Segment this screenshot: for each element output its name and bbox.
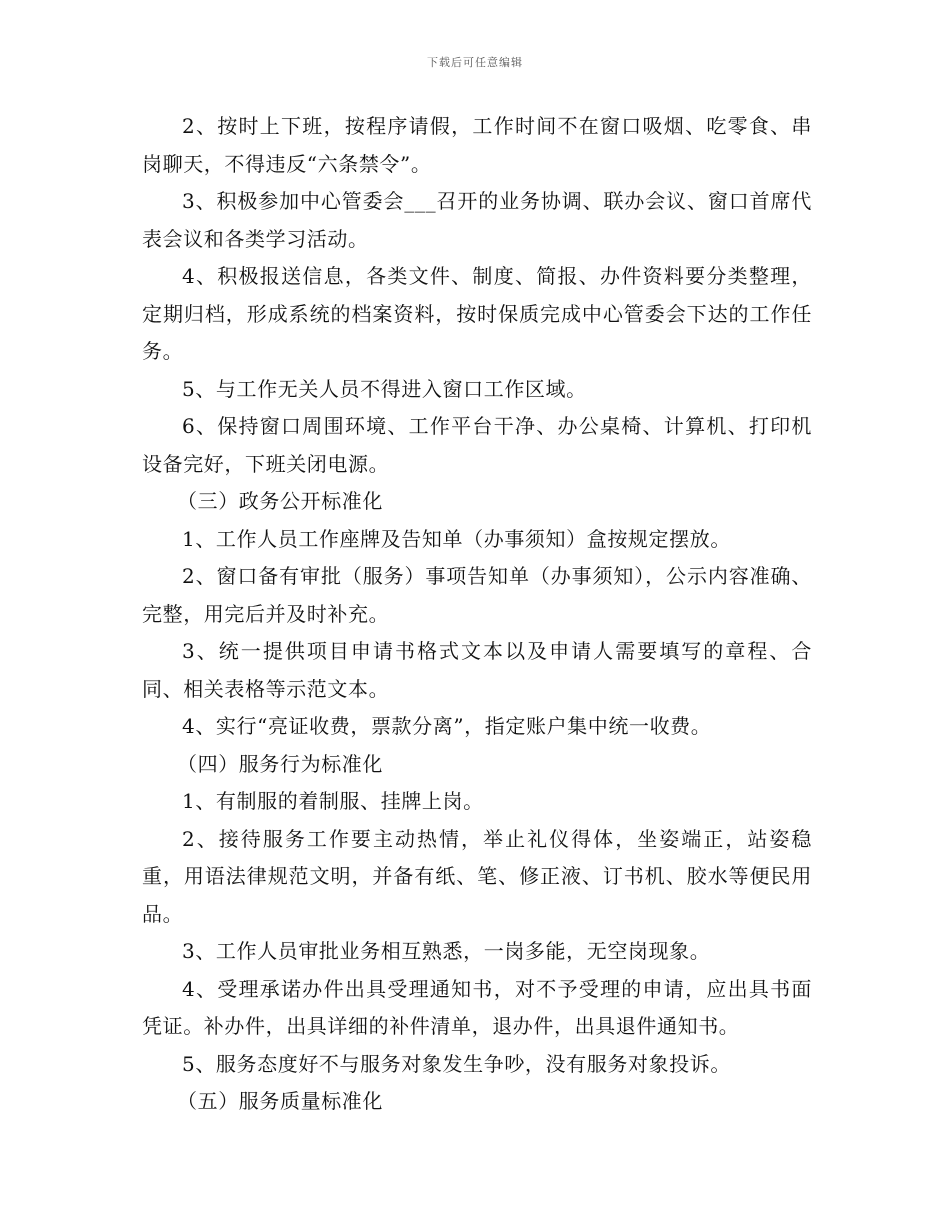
section-heading-3: （三）政务公开标准化 bbox=[177, 489, 383, 513]
paragraph-disclosure-4: 4、实行“亮证收费，票款分离”，指定账户集中统一收费。 bbox=[182, 714, 712, 738]
paragraph-disclosure-3: 3、统一提供项目申请书格式文本以及申请人需要填写的章程、合同、相关表格等示范文本。 bbox=[142, 639, 812, 701]
section-heading-5: （五）服务质量标准化 bbox=[177, 1089, 383, 1113]
section-heading-4: （四）服务行为标准化 bbox=[177, 751, 383, 776]
paragraph-rule-4: 4、积极报送信息，各类文件、制度、简报、办件资料要分类整理，定期归档，形成系统的档案资料，按时保质完成中心管委会下达的工作任务。 bbox=[142, 264, 812, 363]
paragraph-disclosure-2: 2、窗口备有审批（服务）事项告知单（办事须知），公示内容准确、完整，用完后并及时补充。 bbox=[142, 564, 812, 626]
paragraph-rule-2: 2、按时上下班，按程序请假，工作时间不在窗口吸烟、吃零食、串岗聊天，不得违反“六条禁令”。 bbox=[142, 114, 812, 176]
paragraph-conduct-1: 1、有制服的着制服、挂牌上岗。 bbox=[182, 789, 484, 813]
paragraph-conduct-4: 4、受理承诺办件出具受理通知书，对不予受理的申请，应出具书面凭证。补办件，出具详细的补件清单，退办件，出具退件通知书。 bbox=[142, 976, 812, 1038]
document-body bbox=[142, 108, 812, 1121]
paragraph-disclosure-1: 1、工作人员工作座牌及告知单（办事须知）盒按规定摆放。 bbox=[182, 526, 731, 551]
paragraph-conduct-2: 2、接待服务工作要主动热情，举止礼仪得体，坐姿端正，站姿稳重，用语法律规范文明，并备有纸、笔、修正液、订书机、胶水等便民用品。 bbox=[142, 826, 812, 926]
paragraph-conduct-5: 5、服务态度好不与服务对象发生争吵，没有服务对象投诉。 bbox=[182, 1051, 731, 1076]
page-header: 下载后可任意编辑 bbox=[427, 56, 523, 69]
paragraph-rule-3: 3、积极参加中心管委会___召开的业务协调、联办会议、窗口首席代表会议和各类学习活动。 bbox=[142, 189, 812, 251]
paragraph-conduct-3: 3、工作人员审批业务相互熟悉，一岗多能，无空岗现象。 bbox=[182, 939, 711, 963]
paragraph-rule-6: 6、保持窗口周围环境、工作平台干净、办公桌椅、计算机、打印机设备完好，下班关闭电源。 bbox=[142, 414, 812, 476]
paragraph-rule-5: 5、与工作无关人员不得进入窗口工作区域。 bbox=[182, 376, 587, 401]
